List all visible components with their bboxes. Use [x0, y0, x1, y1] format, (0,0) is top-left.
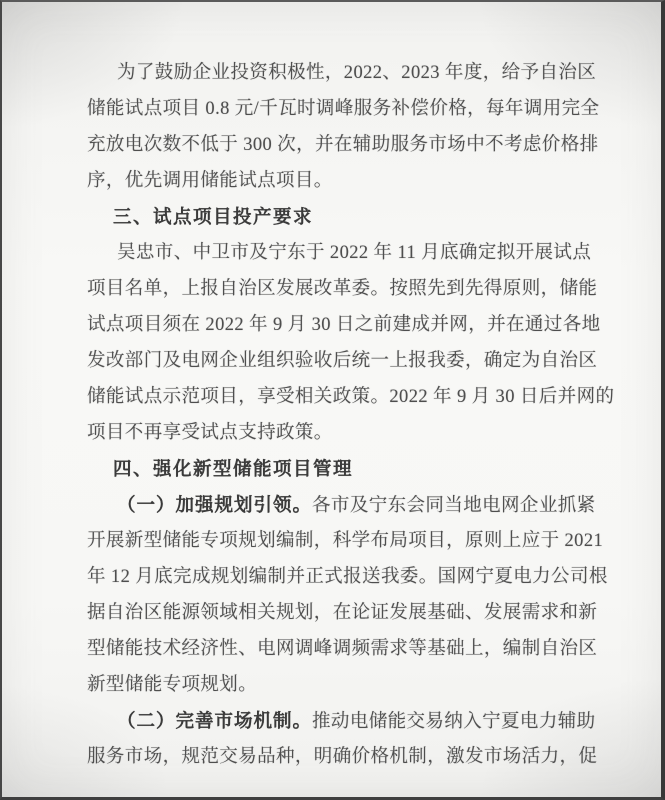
- clause-title-2: （二）完善市场机制。: [117, 710, 313, 731]
- clause-title-1: （一）加强规划引领。: [117, 494, 313, 515]
- document-line: 型储能技术经济性、电网调峰调频需求等基础上，编制自治区: [87, 639, 598, 659]
- document-line: 项目名单，上报自治区发展改革委。按照先到先得原则，储能: [87, 279, 598, 299]
- document-line: 年 12 月底完成规划编制并正式报送我委。国网宁夏电力公司根: [87, 567, 608, 587]
- document-line: 开展新型储能专项规划编制，科学布局项目，原则上应于 2021: [87, 531, 604, 551]
- document-line: 服务市场，规范交易品种，明确价格机制，激发市场活力，促: [87, 747, 598, 767]
- document-line: 新型储能专项规划。: [87, 675, 258, 695]
- document-line-text: 各市及宁东会同当地电网企业抓紧: [312, 496, 596, 516]
- document-line: 吴忠市、中卫市及宁东于 2022 年 11 月底确定拟开展试点: [117, 243, 592, 263]
- document-line: 为了鼓励企业投资积极性，2022、2023 年度，给予自治区: [117, 63, 597, 83]
- document-line: [87, 703, 596, 739]
- section-heading-three: 三、试点项目投产要求: [113, 206, 314, 227]
- document-line: 充放电次数不低于 300 次，并在辅助服务市场中不考虑价格排: [87, 135, 599, 155]
- document-line: 储能试点项目 0.8 元/千瓦时调峰服务补偿价格，每年调用完全: [87, 99, 600, 119]
- document-line: 储能试点示范项目，享受相关政策。2022 年 9 月 30 日后并网的: [87, 387, 615, 407]
- document-line-text: 推动电储能交易纳入宁夏电力辅助: [312, 712, 596, 732]
- document-line: 据自治区能源领域相关规划，在论证发展基础、发展需求和新: [87, 603, 598, 623]
- document-line: 项目不再享受试点支持政策。: [87, 423, 333, 443]
- document-line: [87, 487, 596, 523]
- document-line: 试点项目须在 2022 年 9 月 30 日之前建成并网，并在通过各地: [87, 315, 601, 335]
- document-line: 发改部门及电网企业组织验收后统一上报我委，确定为自治区: [87, 351, 598, 371]
- document-body: [87, 55, 615, 775]
- section-heading-four: 四、强化新型储能项目管理: [113, 458, 354, 479]
- document-line: 序，优先调用储能试点项目。: [87, 171, 333, 191]
